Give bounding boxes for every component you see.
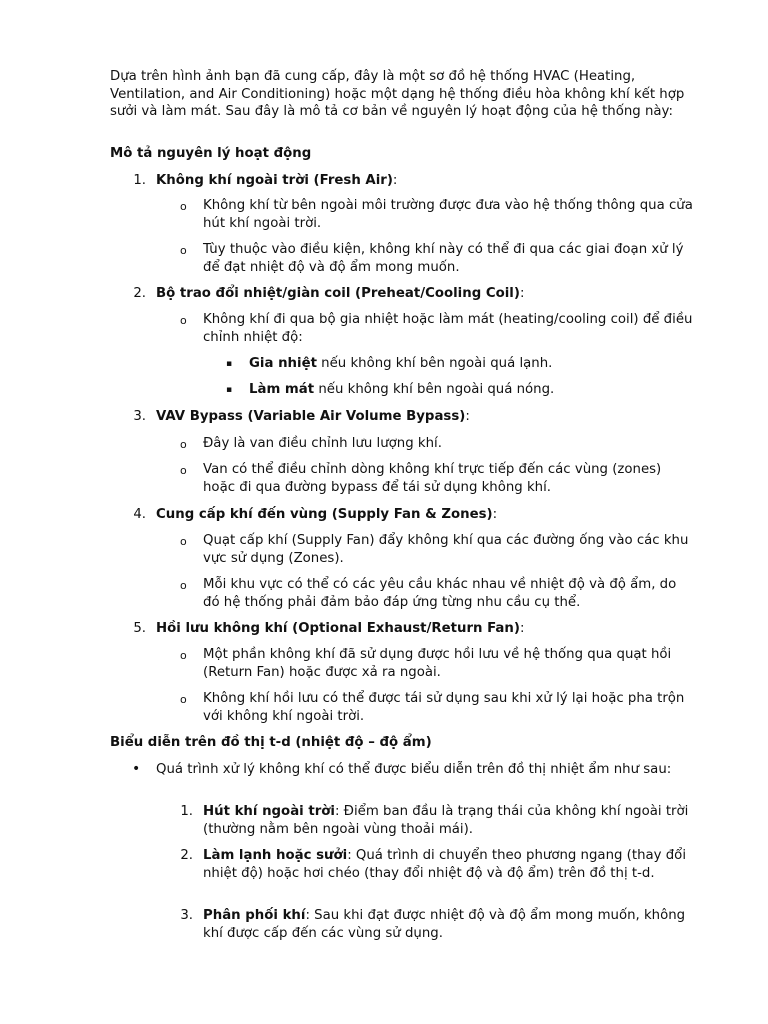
list-item-title xyxy=(156,172,397,190)
list-bullet-text: Một phần không khí đã sử dụng được hồi lưu về hệ thống qua quạt hồi (Return Fan) hoặc được xả ra ngoài. xyxy=(203,647,672,680)
sub-bullet-bold: Làm mát xyxy=(249,382,315,397)
circle-bullet-icon: o xyxy=(180,314,187,327)
sub-bullet-bold: Gia nhiệt xyxy=(249,356,317,371)
list-item-title-text: Cung cấp khí đến vùng (Supply Fan & Zones) xyxy=(156,507,493,522)
list-number: 1. xyxy=(133,173,146,188)
list-item-colon: : xyxy=(392,173,398,188)
list-bullet-text: Đây là van điều chỉnh lưu lượng khí. xyxy=(203,436,442,451)
list-bullet-text: Quạt cấp khí (Supply Fan) đẩy không khí qua các đường ống vào các khu vực sử dụng (Zones). xyxy=(203,533,689,566)
list-item-title-text: Không khí ngoài trời (Fresh Air) xyxy=(156,173,393,188)
list-number: 3. xyxy=(133,409,146,424)
sub-bullet-text xyxy=(249,355,552,373)
list-item-colon: : xyxy=(492,507,498,522)
td-item-rest: : Sau khi đạt được nhiệt độ và độ ẩm mong muốn, không khí được cấp đến các vùng sử dụng. xyxy=(203,908,686,941)
circle-bullet-icon: o xyxy=(180,464,187,477)
sub-bullet-text xyxy=(249,381,554,399)
td-list-item xyxy=(203,907,693,942)
list-bullet-text: Van có thể điều chỉnh dòng không khí trực tiếp đến các vùng (zones) hoặc đi qua đường bypass để tái sử dụng không khí. xyxy=(203,462,662,495)
list-item-colon: : xyxy=(519,621,525,636)
intro-paragraph: Dựa trên hình ảnh bạn đã cung cấp, đây là một sơ đồ hệ thống HVAC (Heating, Ventilation, and Air Conditioning) hoặc một dạng hệ thống điều hòa không khí kết hợp sưởi và làm mát. Sau đây là mô tả cơ bản về nguyên lý hoạt động của hệ thống này: xyxy=(110,69,685,119)
bullet-icon: • xyxy=(132,761,141,777)
td-intro-text: Quá trình xử lý không khí có thể được biểu diễn trên đồ thị nhiệt ẩm như sau: xyxy=(156,762,672,777)
circle-bullet-icon: o xyxy=(180,438,187,451)
section-heading-principle: Mô tả nguyên lý hoạt động xyxy=(110,146,312,161)
list-item-colon: : xyxy=(465,409,470,424)
sub-bullet-rest: nếu không khí bên ngoài quá nóng. xyxy=(314,382,555,397)
td-item-rest: : Điểm ban đầu là trạng thái của không khí ngoài trời (thường nằm bên ngoài vùng thoải mái). xyxy=(203,804,689,837)
circle-bullet-icon: o xyxy=(180,535,187,548)
td-list-item xyxy=(203,847,693,882)
list-number: 1. xyxy=(180,804,193,819)
list-item-title-text: Hồi lưu không khí (Optional Exhaust/Return Fan) xyxy=(156,621,520,636)
list-item-title xyxy=(156,620,524,638)
list-bullet-text: Mỗi khu vực có thể có các yêu cầu khác nhau về nhiệt độ và độ ẩm, do đó hệ thống phải đảm bảo đáp ứng từng nhu cầu cụ thể. xyxy=(203,577,677,610)
list-item-title-text: Bộ trao đổi nhiệt/giàn coil (Preheat/Cooling Coil) xyxy=(156,286,520,301)
list-number: 2. xyxy=(180,848,193,863)
td-item-bold: Làm lạnh hoặc sưởi xyxy=(203,848,348,863)
td-list-item xyxy=(203,803,693,838)
circle-bullet-icon: o xyxy=(180,649,187,662)
list-item-title xyxy=(156,506,497,524)
square-bullet-icon: ▪ xyxy=(226,385,233,395)
list-number: 4. xyxy=(133,507,146,522)
list-number: 5. xyxy=(133,621,146,636)
list-bullet-text: Tùy thuộc vào điều kiện, không khí này có thể đi qua các giai đoạn xử lý để đạt nhiệt độ và độ ẩm mong muốn. xyxy=(203,242,684,275)
circle-bullet-icon: o xyxy=(180,579,187,592)
circle-bullet-icon: o xyxy=(180,200,187,213)
td-item-bold: Phân phối khí xyxy=(203,908,306,923)
section-heading-td-chart: Biểu diễn trên đồ thị t-d (nhiệt độ – độ ẩm) xyxy=(110,735,432,750)
list-item-colon: : xyxy=(519,286,525,301)
circle-bullet-icon: o xyxy=(180,693,187,706)
list-number: 3. xyxy=(180,908,193,923)
circle-bullet-icon: o xyxy=(180,244,187,257)
td-item-bold: Hút khí ngoài trời xyxy=(203,804,335,819)
sub-bullet-rest: nếu không khí bên ngoài quá lạnh. xyxy=(316,356,553,371)
list-item-title-text: VAV Bypass (Variable Air Volume Bypass) xyxy=(156,409,466,424)
list-item-title xyxy=(156,408,470,426)
list-bullet-text: Không khí hồi lưu có thể được tái sử dụng sau khi xử lý lại hoặc pha trộn với không khí ngoài trời. xyxy=(203,691,685,724)
list-bullet-text: Không khí đi qua bộ gia nhiệt hoặc làm mát (heating/cooling coil) để điều chỉnh nhiệt độ: xyxy=(203,312,693,345)
td-item-rest: : Quá trình di chuyển theo phương ngang (thay đổi nhiệt độ) hoặc hơi chéo (thay đổi nhiệt độ và độ ẩm) trên đồ thị t-d. xyxy=(203,848,687,881)
list-item-title xyxy=(156,285,524,303)
list-number: 2. xyxy=(133,286,146,301)
square-bullet-icon: ▪ xyxy=(226,359,233,369)
list-bullet-text: Không khí từ bên ngoài môi trường được đưa vào hệ thống thông qua cửa hút khí ngoài trời. xyxy=(203,198,693,231)
